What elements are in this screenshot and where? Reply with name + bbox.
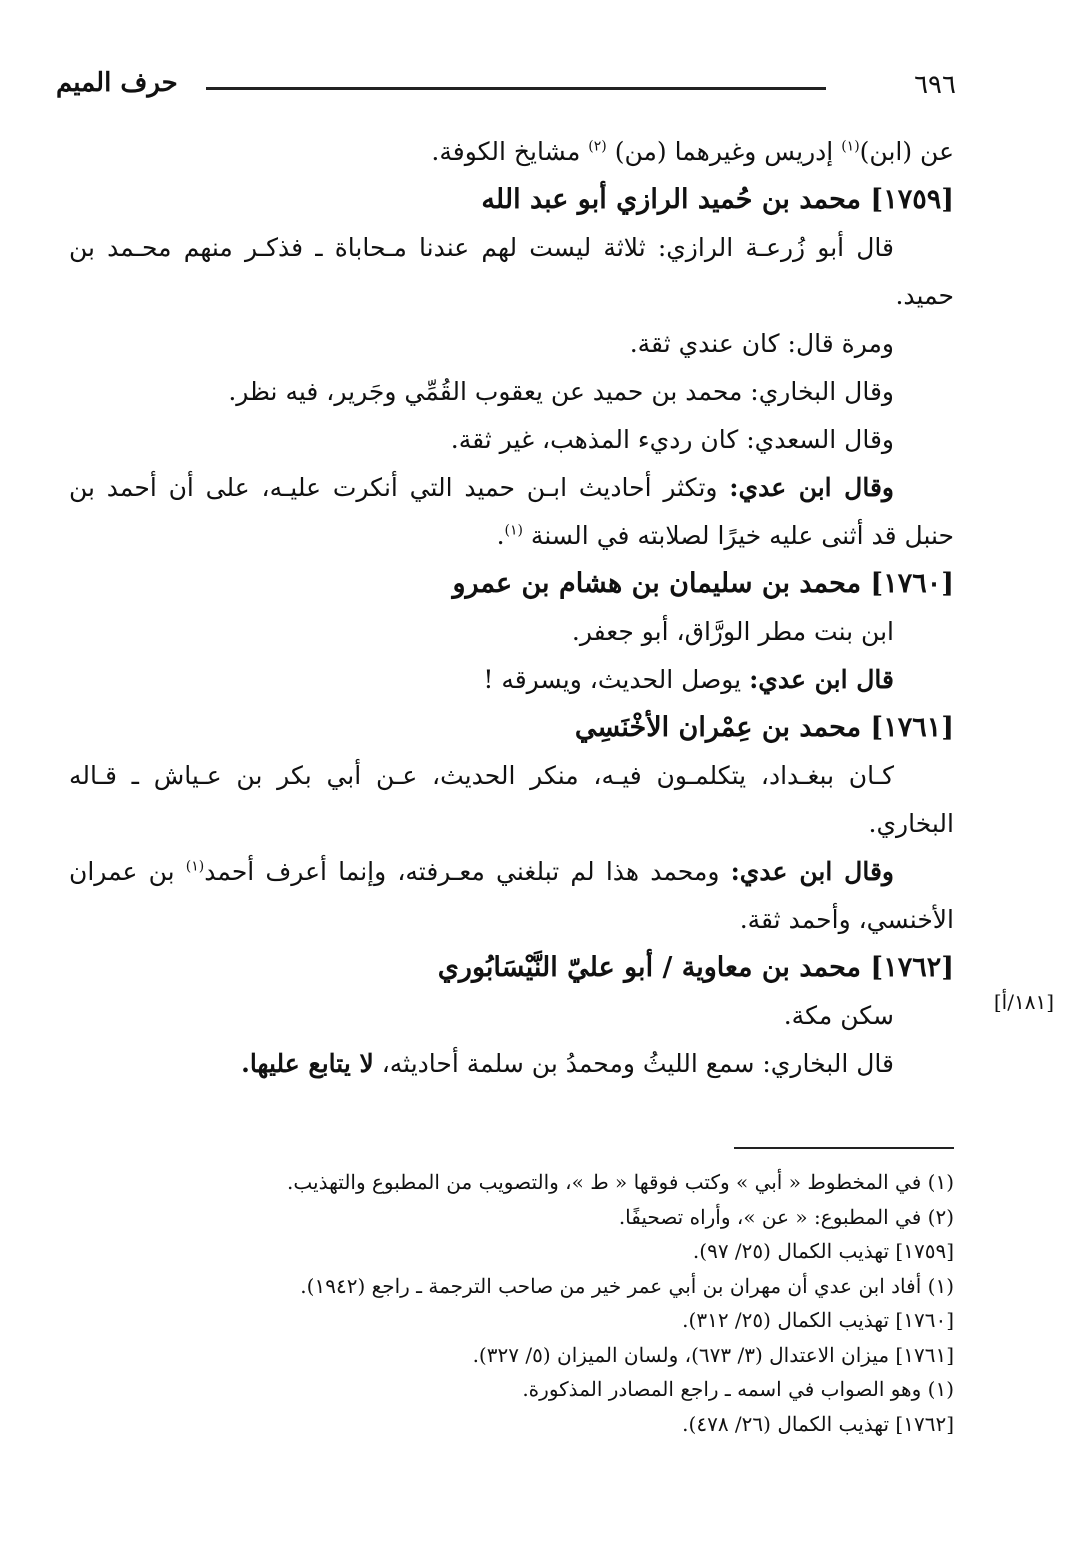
footnote-line: (١) أفاد ابن عدي أن مهران بن أبي عمر خير من صاحب الترجمة ـ راجع (١٩٤٢). [300, 1273, 954, 1298]
text-run: كـان ببغـداد، يتكلمـون فيـه، منكر الحديث، عـن أبي بكر بن عـياش ـ قـاله [69, 761, 894, 790]
text-run: الأخنسي، وأحمد ثقة. [739, 905, 954, 934]
entry-heading-1761 [69, 704, 954, 752]
text-run: وتكثر أحاديث ابـن حميد التي أنكرت عليـه، على أن أحمد بن [69, 473, 730, 502]
text-line [69, 1040, 954, 1088]
text-run: يوصل الحديث، ويسرقه ! [483, 665, 750, 694]
text-line [69, 368, 954, 416]
footnote-line: [١٧٦٢] تهذيب الكمال (٢٦/ ٤٧٨). [682, 1411, 954, 1436]
text-run: قال البخاري: سمع الليثُ ومحمدُ بن سلمة أحاديثه، [373, 1049, 894, 1078]
text-run: عن (ابن) [859, 137, 954, 166]
speaker-label: قال ابن عدي: [749, 665, 894, 694]
text-line [69, 416, 954, 464]
header-rule [206, 87, 826, 90]
text-line [69, 752, 954, 800]
text-run: وقال السعدي: كان رديء المذهب، غير ثقة. [450, 425, 894, 454]
footnote-marker: (١) [504, 522, 523, 539]
footnotes [69, 1165, 954, 1441]
page-header [56, 70, 956, 110]
speaker-label: وقال ابن عدي: [729, 473, 894, 502]
footnote-marker: (١) [841, 138, 860, 155]
text-run: [١٧٦٠] محمد بن سليمان بن هشام بن عمرو [452, 568, 954, 599]
footnote-marker: (١) [185, 858, 205, 875]
text-run: بن عمران [69, 857, 186, 886]
main-text [69, 128, 954, 1088]
text-line [69, 272, 954, 320]
text-run: وقال البخاري: محمد بن حميد عن يعقوب القُمِّي وجَرير، فيه نظر. [228, 377, 894, 406]
text-run: قال أبو زُرعـة الرازي: ثلاثة ليست لهم عندنا مـحاباة ـ فذكـر منهم محـمد بن [69, 233, 894, 262]
text-run: [١٧٦١] محمد بن عِمْران الأخْنَسِي [574, 712, 954, 743]
text-run: البخاري. [868, 809, 954, 838]
footnote-line: (١) وهو الصواب في اسمه ـ راجع المصادر المذكورة. [522, 1377, 954, 1401]
text-line [69, 224, 954, 272]
footnote-marker: (٢) [588, 138, 607, 155]
text-run: إدريس وغيرهما (من) [606, 137, 842, 166]
text-line [69, 656, 954, 704]
text-run: [١٧٦٢] محمد بن معاوية / أبو عليّ النَّيْسَابُوري [437, 952, 954, 983]
text-line [69, 464, 954, 512]
text-line [69, 320, 954, 368]
chapter-title: حرف الميم [56, 68, 178, 98]
text-line [69, 608, 954, 656]
speaker-label: لا يتابع عليها. [241, 1049, 374, 1078]
text-line [69, 896, 954, 944]
text-line [69, 800, 954, 848]
manuscript-folio-ref: [١٨١/أ] [993, 990, 1054, 1014]
text-run: حنبل قد أثنى عليه خيرًا لصلابته في السنة [522, 521, 954, 550]
text-run: ومحمد هذا لم تبلغني معـرفته، وإنما أعرف أحمد [204, 857, 731, 886]
footnote-line: [١٧٦١] ميزان الاعتدال (٣/ ٦٧٣)، ولسان الميزان (٥/ ٣٢٧). [472, 1342, 954, 1367]
text-line [69, 992, 954, 1040]
text-run: ومرة قال: كان عندي ثقة. [629, 329, 894, 358]
footnote-line: (١) في المخطوط « أبي » وكتب فوقها « ط »، والتصويب من المطبوع والتهذيب. [287, 1170, 954, 1194]
text-run: مشايخ الكوفة. [431, 137, 589, 166]
footnote-line: [١٧٥٩] تهذيب الكمال (٢٥/ ٩٧). [692, 1239, 954, 1263]
entry-heading-1762 [69, 944, 954, 992]
speaker-label: وقال ابن عدي: [730, 857, 894, 886]
text-run: ابن بنت مطر الورَّاق، أبو جعفر. [571, 617, 894, 646]
footnote-line: [١٧٦٠] تهذيب الكمال (٢٥/ ٣١٢). [682, 1308, 954, 1332]
entry-heading-1759 [69, 176, 954, 224]
continuation-line [69, 128, 954, 176]
footnote-separator [734, 1147, 954, 1149]
page-number: ٦٩٦ [914, 70, 956, 100]
text-line [69, 848, 954, 896]
footnote-line: (٢) في المطبوع: « عن »، وأراه تصحيفًا. [618, 1204, 954, 1229]
entry-heading-1760 [69, 560, 954, 608]
text-run: سكن مكة. [783, 1001, 894, 1030]
text-run: . [496, 521, 505, 550]
text-run: [١٧٥٩] محمد بن حُميد الرازي أبو عبد الله [481, 184, 954, 215]
text-line [69, 512, 954, 560]
text-run: حميد. [895, 281, 954, 310]
